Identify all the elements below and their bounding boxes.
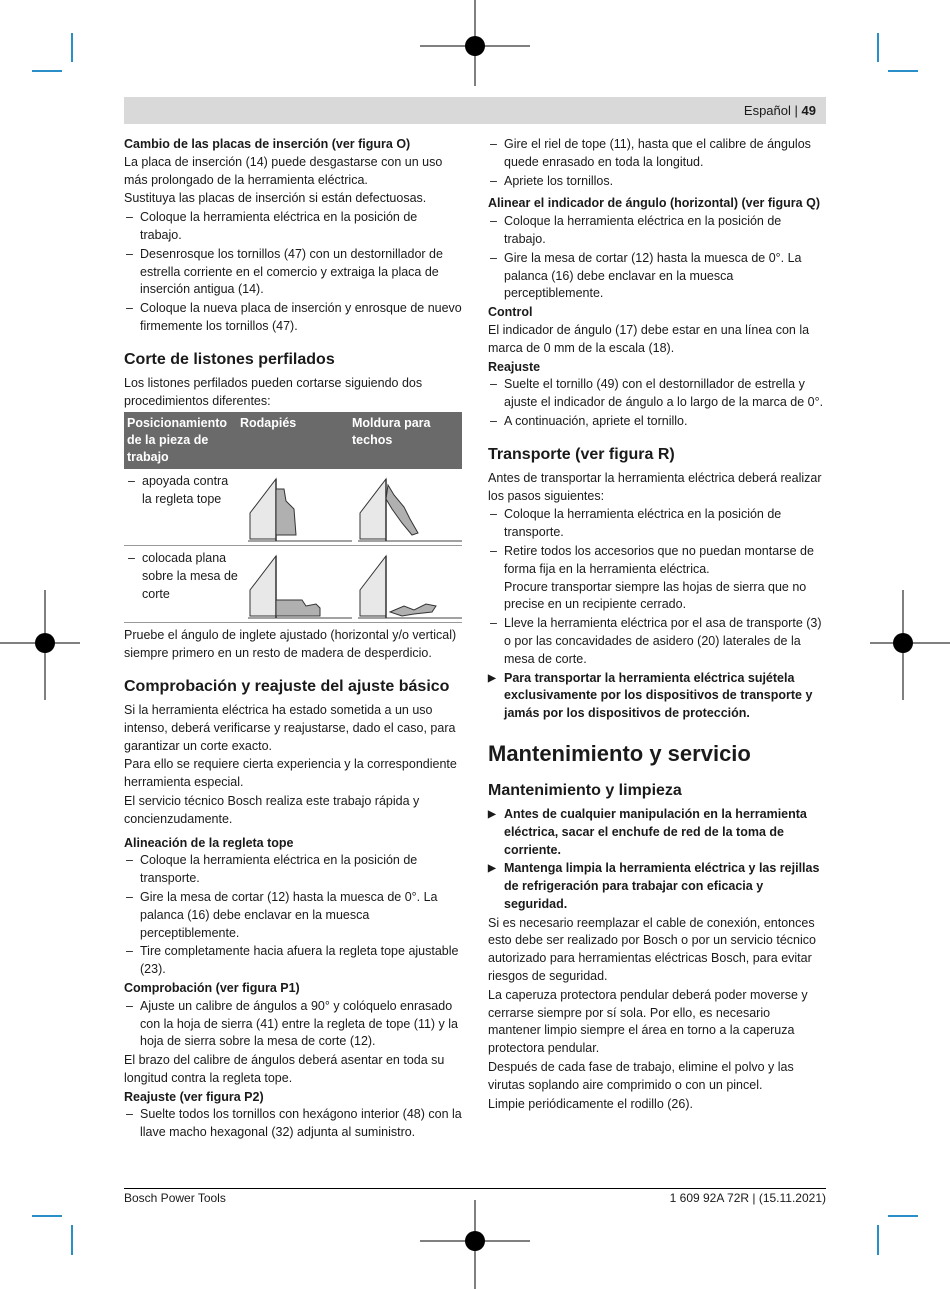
right-column	[488, 136, 826, 1114]
paragraph: Pruebe el ángulo de inglete ajustado (horizontal y/o vertical) siempre primero en un resto de madera de desperdicio.	[124, 628, 457, 661]
paragraph: La caperuza protectora pendular deberá poder moverse y cerrarse siempre por sí sola. Por ello, es necesario mantener limpio siempre el área en torno a la caperuza protectora pendular.	[488, 987, 808, 1056]
list-item	[488, 543, 826, 614]
paragraph: El brazo del calibre de ángulos deberá asentar en toda su longitud contra la regleta tope.	[124, 1053, 445, 1085]
section-title: Cambio de las placas de inserción (ver figura O)	[124, 137, 411, 151]
paragraph: Antes de transportar la herramienta eléctrica deberá realizar los pasos siguientes:	[488, 470, 822, 503]
list-item: – A continuación, apriete el tornillo.	[488, 413, 826, 431]
list-item: – Suelte el tornillo (49) con el destornillador de estrella y ajuste el indicador de ángulo a lo largo de la marca de 0°.	[488, 376, 826, 412]
profile-strip-table	[124, 412, 462, 623]
paragraph: Los listones perfilados pueden cortarse siguiendo dos procedimientos diferentes:	[124, 375, 423, 408]
step-list	[488, 213, 826, 303]
step-list	[488, 376, 826, 430]
crown-molding-against-fence-illustration	[352, 469, 462, 545]
paragraph: La placa de inserción (14) puede desgastarse con un uso más prolongado de la herramienta eléctrica.	[124, 154, 443, 187]
paragraph: Si es necesario reemplazar el cable de conexión, entonces esto debe ser realizado por Bosch o por un servicio técnico autorizado para herramientas eléctricas Bosch, para evitar riesgos de seguridad.	[488, 915, 816, 984]
paragraph: Limpie periódicamente el rodillo (26).	[488, 1096, 693, 1111]
chapter-heading: Mantenimiento y servicio	[488, 740, 751, 766]
footer-document-number: 1 609 92A 72R | (15.11.2021)	[669, 1191, 826, 1205]
crown-molding-flat-on-table-illustration	[352, 546, 462, 622]
list-item: – Suelte todos los tornillos con hexágono interior (48) con la llave macho hexagonal (32) adjunta al suministro.	[124, 1106, 462, 1142]
list-item: – Coloque la herramienta eléctrica en la posición de trabajo.	[488, 213, 826, 249]
step-list	[124, 1106, 462, 1142]
safety-warning: ▶ Mantenga limpia la herramienta eléctrica y las rejillas de refrigeración para trabajar con eficacia y seguridad.	[488, 860, 826, 913]
column-header: Posicionamiento de la pieza de trabajo	[127, 416, 228, 465]
step-list	[488, 136, 826, 190]
step-list	[124, 998, 462, 1051]
warning-list	[488, 806, 826, 914]
list-item-note: Procure transportar siempre las hojas de sierra que no precise en un recipiente cerrado.	[504, 579, 807, 612]
list-item: – Coloque la herramienta eléctrica en la posición de transporte.	[124, 852, 462, 888]
footer-rule	[124, 1188, 826, 1189]
paragraph: Para ello se requiere cierta experiencia y la correspondiente herramienta especial.	[124, 757, 457, 790]
table-row	[124, 469, 462, 546]
list-item: – Coloque la herramienta eléctrica en la posición de transporte.	[488, 506, 826, 542]
section-heading: Mantenimiento y limpieza	[488, 781, 682, 799]
page-number: 49	[801, 103, 816, 118]
section-heading: Corte de listones perfilados	[124, 350, 335, 368]
section-title: Reajuste (ver figura P2)	[124, 1089, 264, 1104]
list-item: – Ajuste un calibre de ángulos a 90° y colóquelo enrasado con la hoja de sierra (41) entre la regleta de tope (11) y la hoja de sierra sobre la mesa de corte (12).	[124, 998, 462, 1051]
step-list	[488, 506, 826, 723]
step-list	[124, 852, 462, 979]
paragraph: El indicador de ángulo (17) debe estar en una línea con la marca de 0 mm de la escala (18).	[488, 322, 810, 355]
section-title: Alinear el indicador de ángulo (horizontal) (ver figura Q)	[488, 196, 820, 211]
list-item: – Lleve la herramienta eléctrica por el asa de transporte (3) o por las concavidades de asidero (20) laterales de la mesa de corte.	[488, 615, 826, 668]
section-title: Comprobación (ver figura P1)	[124, 980, 300, 995]
paragraph: Sustituya las placas de inserción si están defectuosas.	[124, 191, 427, 206]
section-heading: Transporte (ver figura R)	[488, 445, 675, 463]
list-item: – Desenrosque los tornillos (47) con un destornillador de estrella corriente en el comercio y extraiga la placa de inserción antigua (14).	[124, 246, 462, 299]
safety-warning: ▶ Antes de cualquier manipulación en la herramienta eléctrica, sacar el enchufe de red de la toma de corriente.	[488, 806, 826, 859]
table-header	[124, 412, 462, 469]
step-list	[124, 209, 462, 336]
paragraph: Después de cada fase de trabajo, elimine el polvo y las virutas soplando aire comprimido o con un pincel.	[488, 1060, 794, 1092]
footer-publisher: Bosch Power Tools	[124, 1191, 226, 1205]
safety-warning: ▶ Para transportar la herramienta eléctrica sujétela exclusivamente por los dispositivos de transporte y jamás por los dispositivos de protección.	[488, 670, 826, 723]
section-title: Control	[488, 305, 533, 320]
column-header: Rodapiés	[240, 416, 297, 431]
list-item: – Tire completamente hacia afuera la regleta tope ajustable (23).	[124, 943, 462, 979]
section-title: Reajuste	[488, 359, 541, 374]
header-bar	[124, 97, 826, 124]
header-language: Español	[743, 103, 791, 118]
paragraph: Si la herramienta eléctrica ha estado sometida a un uso intenso, deberá verificarse y reajustarse, dado el caso, para garantizar un corte exacto.	[124, 702, 456, 753]
table-cell: – colocada plana sobre la mesa de corte	[124, 546, 240, 622]
section-title: Alineación de la regleta tope	[124, 835, 294, 850]
column-header: Moldura para techos	[352, 416, 431, 448]
header-separator: |	[794, 103, 798, 118]
list-item-text: Retire todos los accesorios que no puedan montarse de forma fija en la herramienta eléctrica.	[504, 543, 814, 576]
table-cell: – apoyada contra la regleta tope	[124, 469, 240, 545]
page-header	[744, 103, 816, 118]
paragraph: El servicio técnico Bosch realiza este trabajo rápida y concienzudamente.	[124, 793, 420, 826]
left-column	[124, 136, 462, 1143]
list-item: – Coloque la nueva placa de inserción y enrosque de nuevo firmemente los tornillos (47).	[124, 300, 462, 336]
table-row	[124, 546, 462, 623]
list-item: – Gire la mesa de cortar (12) hasta la muesca de 0°. La palanca (16) debe enclavar en la muesca perceptiblemente.	[124, 889, 462, 942]
list-item: – Apriete los tornillos.	[488, 173, 826, 191]
list-item: – Gire el riel de tope (11), hasta que el calibre de ángulos quede enrasado en toda la longitud.	[488, 136, 826, 172]
list-item: – Coloque la herramienta eléctrica en la posición de trabajo.	[124, 209, 462, 245]
section-heading: Comprobación y reajuste del ajuste básico	[124, 677, 450, 695]
baseboard-against-fence-illustration	[240, 469, 352, 545]
list-item: – Gire la mesa de cortar (12) hasta la muesca de 0°. La palanca (16) debe enclavar en la muesca perceptiblemente.	[488, 250, 826, 303]
baseboard-flat-on-table-illustration	[240, 546, 352, 622]
